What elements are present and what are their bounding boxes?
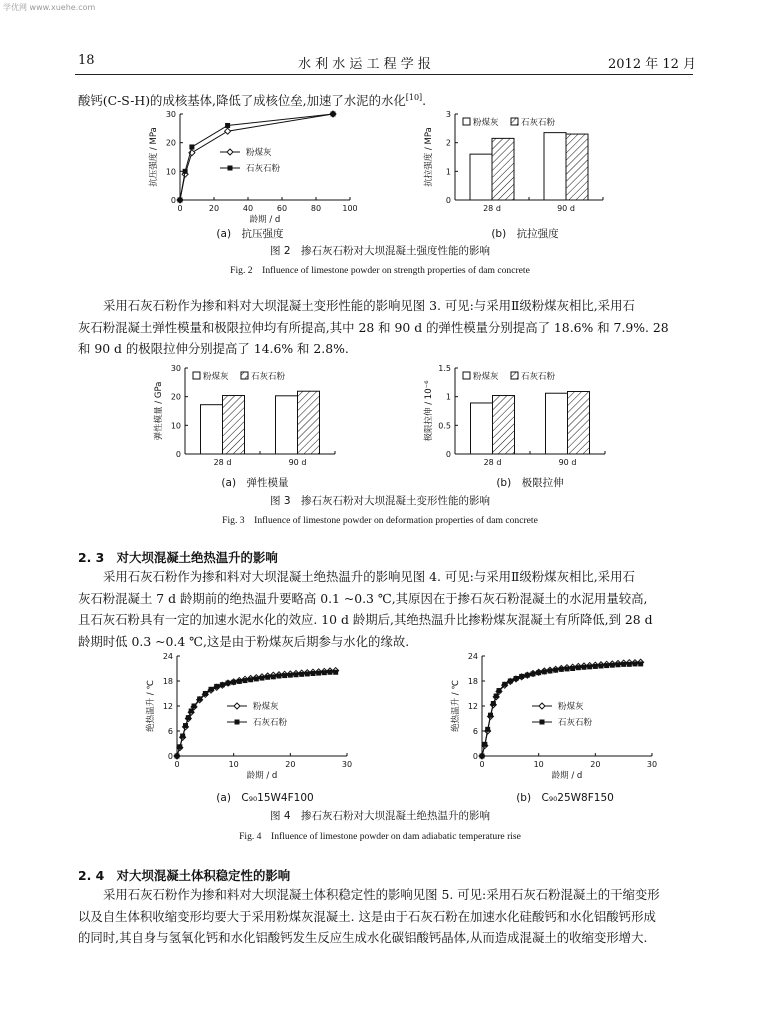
data-point <box>311 671 316 676</box>
data-point <box>610 663 615 668</box>
fig4a-subcaption: (a) C₉₀15W4F100 <box>216 792 314 804</box>
data-point <box>305 671 310 676</box>
data-point <box>565 666 570 671</box>
fig4b-subcaption: (b) C₉₀25W8F150 <box>516 792 614 804</box>
y-tick-label: 12 <box>467 702 478 711</box>
data-point <box>175 754 180 759</box>
paragraph-line: 以及自生体积收缩变形均要大于采用粉煤灰混凝土. 这是由于石灰石粉在加速水化硅酸钙和水化铝酸钙形成 <box>78 908 656 924</box>
legend-label: 石灰石粉 <box>253 718 288 728</box>
data-point <box>220 682 225 687</box>
data-point <box>570 666 575 671</box>
legend-label: 石灰石粉 <box>558 718 593 728</box>
data-point <box>519 674 524 679</box>
data-point <box>576 665 581 670</box>
data-point <box>582 665 587 670</box>
data-point <box>225 128 231 134</box>
legend-marker <box>539 703 545 709</box>
data-point <box>633 661 638 666</box>
y-tick-label: 0 <box>175 450 181 459</box>
series-line <box>177 671 336 756</box>
x-tick-label: 60 <box>276 204 288 213</box>
legend-swatch <box>463 372 470 379</box>
watermark: 学优网 www.xuehe.com <box>3 3 96 12</box>
data-point <box>180 734 185 739</box>
data-point <box>514 676 519 681</box>
chart-fig2a <box>150 108 370 233</box>
y-tick-label: 20 <box>170 392 181 402</box>
legend-marker <box>540 720 545 725</box>
paragraph-line: 灰石粉混凝土弹性模量和极限拉伸均有所提高,其中 28 和 90 d 的弹性模量分别提高了 18.6% 和 7.9%. 28 <box>78 319 669 335</box>
x-tick-label: 28 d <box>483 204 501 213</box>
legend-label: 粉煤灰 <box>473 118 499 128</box>
data-point <box>491 701 496 706</box>
y-tick-label: 0.5 <box>438 421 451 431</box>
x-axis-label: 龄期 / d <box>551 771 583 781</box>
data-point <box>508 679 513 684</box>
x-tick-label: 0 <box>177 204 183 213</box>
y-tick-label: 0 <box>167 752 173 761</box>
data-point <box>593 664 598 669</box>
y-tick-label: 1 <box>445 392 451 402</box>
data-point <box>197 696 202 701</box>
bar <box>566 134 588 200</box>
chart-fig4b <box>450 650 665 785</box>
fig3-caption-en: Fig. 3 Influence of limestone powder on deformation properties of dam concrete <box>222 515 538 526</box>
y-tick-label: 24 <box>467 652 478 661</box>
y-tick-label: 6 <box>472 727 478 736</box>
chart-fig3b <box>420 362 620 477</box>
paragraph-line: 灰石粉混凝土 7 d 龄期前的绝热温升要略高 0.1 ~0.3 ℃,其原因在于掺石灰石粉混凝土的水泥用量较高, <box>78 590 648 606</box>
y-axis-label: 极限拉伸 / 10⁻⁶ <box>424 380 434 442</box>
reference-mark: [10] <box>405 93 423 102</box>
bar <box>471 403 493 454</box>
bar <box>298 391 320 454</box>
data-point <box>271 674 276 679</box>
y-tick-label: 0 <box>445 196 451 205</box>
fig2-caption-en: Fig. 2 Influence of limestone powder on strength properties of dam concrete <box>230 265 530 276</box>
data-point <box>616 662 621 667</box>
x-tick-label: 40 <box>242 204 254 213</box>
x-tick-label: 0 <box>174 760 180 769</box>
y-axis-label: 绝热温升 / ℃ <box>451 680 461 732</box>
section-2-4-heading: 2. 4 对大坝混凝土体积稳定性的影响 <box>78 868 291 883</box>
y-tick-label: 18 <box>467 677 478 686</box>
data-point <box>548 669 553 674</box>
data-point <box>294 672 299 677</box>
bar <box>493 396 515 454</box>
x-tick-label: 30 <box>646 760 658 769</box>
legend-marker <box>227 149 233 155</box>
data-point <box>587 664 592 669</box>
legend-label: 石灰石粉 <box>251 372 286 382</box>
bar <box>276 396 298 454</box>
data-point <box>553 668 558 673</box>
fig2-caption: 图 2 掺石灰石粉对大坝混凝土强度性能的影响 <box>269 245 491 257</box>
legend-label: 粉煤灰 <box>253 702 279 712</box>
y-tick-label: 0 <box>472 752 478 761</box>
y-tick-label: 12 <box>162 702 173 711</box>
bar <box>492 138 514 200</box>
y-axis-label: 抗拉强度 / MPa <box>424 127 434 187</box>
fig3-caption: 图 3 掺石灰石粉对大坝混凝土变形性能的影响 <box>269 495 491 507</box>
paragraph-line: 采用石灰石粉作为掺和料对大坝混凝土体积稳定性的影响见图 5. 可见:采用石灰石粉混凝土的干缩变形 <box>103 887 660 902</box>
paragraph-2-3 <box>78 566 698 652</box>
x-tick-label: 20 <box>208 204 220 213</box>
paragraph-line: 采用石灰石粉作为掺和料对大坝混凝土绝热温升的影响见图 4. 可见:与采用Ⅱ级粉煤灰相比,采用石 <box>103 569 635 584</box>
fig2b-subcaption: (b) 抗拉强度 <box>491 228 559 240</box>
y-tick-label: 30 <box>170 364 181 373</box>
paragraph-line: 的同时,其自身与氢氧化钙和水化铝酸钙发生反应生成水化碳铝酸钙晶体,从而造成混凝土的收缩变形增大. <box>78 930 648 945</box>
y-tick-label: 6 <box>167 727 173 736</box>
data-point <box>627 662 632 667</box>
data-point <box>183 723 188 728</box>
paragraph-top-text: 酸钙(C-S-H)的成核基体,降低了成核位垒,加速了水泥的水化 <box>78 93 406 109</box>
legend-swatch <box>193 372 200 379</box>
x-tick-label: 0 <box>479 760 485 769</box>
data-point <box>277 674 282 679</box>
journal-title: 水 利 水 运 工 程 学 报 <box>298 57 431 72</box>
data-point <box>502 682 507 687</box>
x-tick-label: 20 <box>590 760 601 769</box>
legend-swatch <box>511 118 518 125</box>
y-tick-label: 0 <box>170 196 176 205</box>
legend-swatch <box>241 372 248 379</box>
x-tick-label: 80 <box>310 204 322 213</box>
y-tick-label: 24 <box>162 652 173 661</box>
data-point <box>559 667 564 672</box>
bar <box>568 392 590 454</box>
x-tick-label: 28 d <box>213 458 232 467</box>
paragraph-line: 龄期时低 0.3 ~0.4 ℃,这是由于粉煤灰后期参与水化的缘故. <box>78 633 410 649</box>
fig4-caption: 图 4 掺石灰石粉对大坝混凝土绝热温升的影响 <box>269 810 491 822</box>
fig4-caption-en: Fig. 4 Influence of limestone powder on dam adiabatic temperature rise <box>239 831 521 842</box>
data-point <box>599 664 604 669</box>
data-point <box>328 670 333 675</box>
page-number: 18 <box>78 53 95 68</box>
data-point <box>333 670 338 675</box>
data-point <box>497 688 502 693</box>
data-point <box>192 704 197 709</box>
data-point <box>189 709 194 714</box>
y-axis-label: 绝热温升 / ℃ <box>146 680 156 732</box>
paragraph-line: 采用石灰石粉作为掺和料对大坝混凝土变形性能的影响见图 3. 可见:与采用Ⅱ级粉煤灰相比,采用石 <box>103 298 635 313</box>
data-point <box>265 675 270 680</box>
x-tick-label: 28 d <box>483 458 502 467</box>
data-point <box>231 680 236 685</box>
data-point <box>178 198 183 203</box>
legend-label: 粉煤灰 <box>203 372 229 382</box>
data-point <box>299 672 304 677</box>
data-point <box>177 744 182 749</box>
bar <box>223 396 245 454</box>
legend-marker <box>228 166 233 171</box>
data-point <box>254 676 259 681</box>
data-point <box>189 144 194 149</box>
y-tick-label: 18 <box>162 677 173 686</box>
fig2a-subcaption: (a) 抗压强度 <box>216 228 284 240</box>
data-point <box>243 678 248 683</box>
bar <box>546 393 568 454</box>
data-point <box>604 663 609 668</box>
x-tick-label: 30 <box>341 760 353 769</box>
bar <box>544 133 566 200</box>
data-point <box>531 671 536 676</box>
x-tick-label: 100 <box>342 204 358 213</box>
paragraph-2-4 <box>78 884 708 949</box>
y-tick-label: 1 <box>445 167 451 177</box>
x-tick-label: 10 <box>533 760 544 769</box>
paragraph-line: 和 90 d 的极限拉伸分别提高了 14.6% 和 2.8%. <box>78 341 349 356</box>
legend-label: 石灰石粉 <box>521 372 556 382</box>
legend-label: 粉煤灰 <box>473 372 499 382</box>
data-point <box>331 112 336 117</box>
data-point <box>494 694 499 699</box>
legend-swatch <box>511 372 518 379</box>
legend-label: 石灰石粉 <box>246 164 281 174</box>
legend-label: 粉煤灰 <box>558 702 584 712</box>
x-tick-label: 90 d <box>288 458 307 467</box>
x-tick-label: 90 d <box>557 204 575 213</box>
legend-marker <box>234 703 240 709</box>
data-point <box>288 673 293 678</box>
fig3b-subcaption: (b) 极限拉伸 <box>496 477 564 489</box>
y-tick-label: 0 <box>445 450 451 459</box>
data-point <box>260 676 265 681</box>
y-axis-label: 弹性模量 / GPa <box>154 381 164 441</box>
section-2-3-heading: 2. 3 对大坝混凝土绝热温升的影响 <box>78 550 278 565</box>
data-point <box>482 742 487 747</box>
legend-swatch <box>463 118 470 125</box>
data-point <box>542 669 547 674</box>
paragraph-fig3 <box>78 295 698 360</box>
data-point <box>525 673 530 678</box>
data-point <box>226 681 231 686</box>
data-point <box>237 679 242 684</box>
legend-label: 石灰石粉 <box>521 118 556 128</box>
paragraph-line: 且石灰石粉具有一定的加速水泥水化的效应. 10 d 龄期后,其绝热温升比掺粉煤灰混凝土有所降低,到 28 d <box>78 612 653 627</box>
data-point <box>485 727 490 732</box>
data-point <box>209 687 214 692</box>
y-tick-label: 3 <box>445 110 451 119</box>
data-point <box>316 671 321 676</box>
data-point <box>248 677 253 682</box>
bar <box>470 154 492 200</box>
issue-date: 2012 年 12 月 <box>608 57 697 72</box>
chart-fig4a <box>145 650 360 785</box>
y-tick-label: 20 <box>165 138 176 148</box>
legend-marker <box>235 720 240 725</box>
data-point <box>322 670 327 675</box>
data-point <box>488 713 493 718</box>
data-point <box>621 662 626 667</box>
x-tick-label: 20 <box>285 760 296 769</box>
legend-label: 粉煤灰 <box>246 148 272 158</box>
x-tick-label: 10 <box>228 760 239 769</box>
series-line <box>177 672 336 756</box>
data-point <box>480 754 485 759</box>
data-point <box>203 691 208 696</box>
fig3a-subcaption: (a) 弹性模量 <box>221 477 289 489</box>
bar <box>201 405 223 454</box>
data-point <box>214 684 219 689</box>
y-tick-label: 10 <box>165 167 176 177</box>
data-point <box>536 670 541 675</box>
y-tick-label: 1.5 <box>438 364 451 373</box>
data-point <box>186 715 191 720</box>
x-axis-label: 龄期 / d <box>246 771 278 781</box>
data-point <box>225 123 230 128</box>
x-tick-label: 90 d <box>558 458 577 467</box>
chart-fig2b <box>420 108 620 233</box>
header-rule <box>75 74 693 75</box>
y-tick-label: 30 <box>165 110 176 119</box>
data-point <box>183 169 188 174</box>
x-axis-label: 龄期 / d <box>249 215 281 225</box>
chart-fig3a <box>155 362 355 477</box>
y-tick-label: 10 <box>170 421 181 431</box>
y-tick-label: 2 <box>445 138 451 148</box>
y-axis-label: 抗压强度 / MPa <box>149 127 159 187</box>
data-point <box>638 661 643 666</box>
data-point <box>282 673 287 678</box>
paragraph-top: 酸钙(C-S-H)的成核基体,降低了成核位垒,加速了水泥的水化[10]. <box>78 93 427 109</box>
